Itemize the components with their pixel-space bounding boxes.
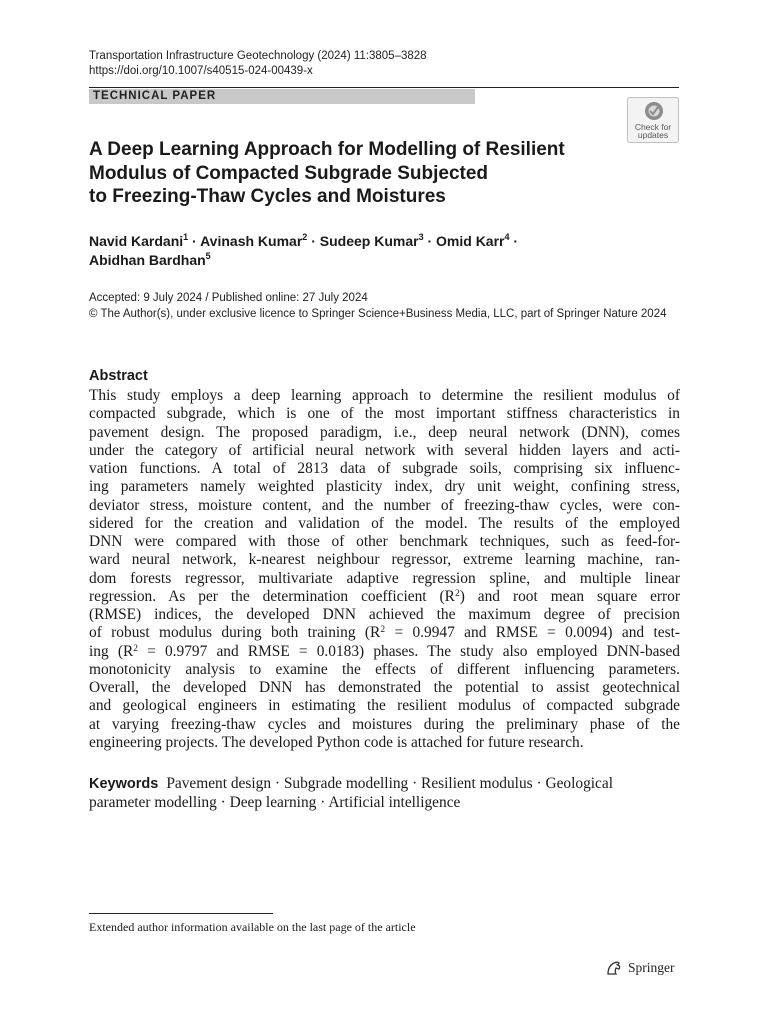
superscript: 2 bbox=[380, 625, 386, 636]
badge-line-2: updates bbox=[637, 130, 669, 140]
paper-title bbox=[89, 138, 609, 209]
abstract-body bbox=[89, 387, 680, 752]
abstract-line: under the category of artificial neural network with several hidden layers and acti- bbox=[89, 441, 680, 459]
abstract-text: ) and root mean square error bbox=[459, 587, 681, 605]
footnote: Extended author information available on the last page of the article bbox=[89, 920, 416, 934]
abstract-text: regression. As per the determination coefficient (R bbox=[89, 587, 455, 605]
author-separator: · bbox=[311, 233, 316, 249]
abstract-line: dom forests regressor, multivariate adaptive regression spline, and multiple linear bbox=[89, 569, 680, 587]
affiliation-marker: 2 bbox=[302, 232, 308, 242]
author-name[interactable]: Avinash Kumar$^2$ bbox=[200, 232, 308, 249]
abstract-line: Overall, the developed DNN has demonstrated the potential to assist geotechnical bbox=[89, 679, 680, 696]
publisher-logo bbox=[605, 958, 675, 978]
author-name[interactable]: Omid Karr$^4$ bbox=[436, 232, 510, 249]
keywords-line: parameter modelling · Deep learning · Artificial intelligence bbox=[89, 793, 461, 811]
abstract-text: = 0.9797 and RMSE = 0.0183) phases. The study also employed DNN-based bbox=[137, 642, 681, 660]
keywords-block bbox=[89, 775, 680, 812]
header-rule bbox=[89, 87, 679, 88]
title-line: Modulus of Compacted Subgrade Subjected bbox=[89, 162, 489, 184]
abstract-line: engineering projects. The developed Python code is attached for future research. bbox=[89, 733, 584, 751]
abstract-line: at varying freezing-thaw cycles and moistures during the preliminary phase of the bbox=[89, 715, 680, 733]
abstract-line: (RMSE) indices, the developed DNN achieved the maximum degree of precision bbox=[89, 606, 680, 623]
author-list bbox=[89, 232, 649, 270]
abstract-line: ward neural network, k-nearest neighbour regressor, extreme learning machine, ran- bbox=[89, 551, 680, 569]
check-for-updates-icon bbox=[644, 101, 664, 121]
journal-reference: Transportation Infrastructure Geotechnology (2024) 11:3805–3828 bbox=[89, 50, 427, 62]
affiliation-marker: 1 bbox=[183, 232, 189, 242]
superscript: 2 bbox=[133, 643, 138, 654]
keywords-line: Pavement design · Subgrade modelling · Resilient modulus · Geological bbox=[166, 775, 613, 792]
abstract-text: = 0.9947 and RMSE = 0.0094) and test- bbox=[385, 624, 680, 642]
abstract-text: ing (R bbox=[89, 642, 134, 660]
abstract-line: compacted subgrade, which is one of the most important stiffness characteristics in bbox=[89, 405, 680, 423]
abstract-line: ing parameters namely weighted plasticity index, dry unit weight, confining stress, bbox=[89, 478, 680, 496]
abstract-line bbox=[89, 643, 680, 661]
badge-line-1: Check for bbox=[634, 122, 672, 132]
abstract-line: monotonicity analysis to examine the effects of different influencing parameters. bbox=[89, 660, 680, 678]
title-line: to Freezing-Thaw Cycles and Moistures bbox=[89, 186, 446, 207]
copyright-notice: © The Author(s), under exclusive licence to Springer Science+Business Media, LLC, part of Springer Nature 2024 bbox=[89, 307, 667, 320]
abstract-line: DNN were compared with those of other benchmark techniques, such as feed-for- bbox=[89, 533, 680, 550]
abstract-text: of robust modulus during both training (R bbox=[89, 624, 381, 642]
abstract-line: sidered for the creation and validation of the model. The results of the employed bbox=[89, 514, 680, 532]
abstract-line: deviator stress, moisture content, and the number of freezing-thaw cycles, were con- bbox=[89, 496, 680, 514]
abstract-line: This study employs a deep learning approach to determine the resilient modulus of bbox=[89, 387, 680, 404]
footnote-rule bbox=[89, 913, 273, 914]
springer-horse-icon bbox=[605, 959, 623, 977]
author-separator: · bbox=[427, 233, 433, 249]
author-separator: · bbox=[192, 233, 197, 249]
author-name[interactable]: Abidhan Bardhan$^5$ bbox=[89, 251, 211, 268]
author-name[interactable]: Navid Kardani$^1$ bbox=[89, 232, 189, 249]
abstract-line: and geological engineers in estimating the resilient modulus of compacted subgrade bbox=[89, 697, 680, 715]
doi-link[interactable]: https://doi.org/10.1007/s40515-024-00439-x bbox=[89, 65, 313, 77]
abstract-line: vation functions. A total of 2813 data of subgrade soils, comprising six influenc- bbox=[89, 460, 680, 477]
publication-meta bbox=[89, 291, 679, 322]
title-line: A Deep Learning Approach for Modelling of Resilient bbox=[89, 139, 565, 160]
author-separator: · bbox=[513, 233, 519, 249]
superscript: 2 bbox=[454, 588, 460, 599]
abstract-line: pavement design. The proposed paradigm, i.e., deep neural network (DNN), comes bbox=[89, 423, 680, 441]
publisher-name: Springer bbox=[628, 960, 675, 975]
abstract-line bbox=[89, 588, 680, 606]
publication-dates: Accepted: 9 July 2024 / Published online: 27 July 2024 bbox=[89, 292, 368, 304]
check-for-updates-badge[interactable] bbox=[627, 97, 679, 143]
abstract-heading: Abstract bbox=[89, 368, 148, 384]
abstract-line bbox=[89, 624, 680, 642]
keywords-heading: Keywords bbox=[89, 776, 159, 792]
author-name[interactable]: Sudeep Kumar$^3$ bbox=[319, 232, 424, 249]
affiliation-marker: 5 bbox=[205, 251, 211, 261]
affiliation-marker: 4 bbox=[504, 232, 510, 242]
article-type-band: TECHNICAL PAPER bbox=[89, 89, 475, 104]
affiliation-marker: 3 bbox=[418, 232, 424, 242]
